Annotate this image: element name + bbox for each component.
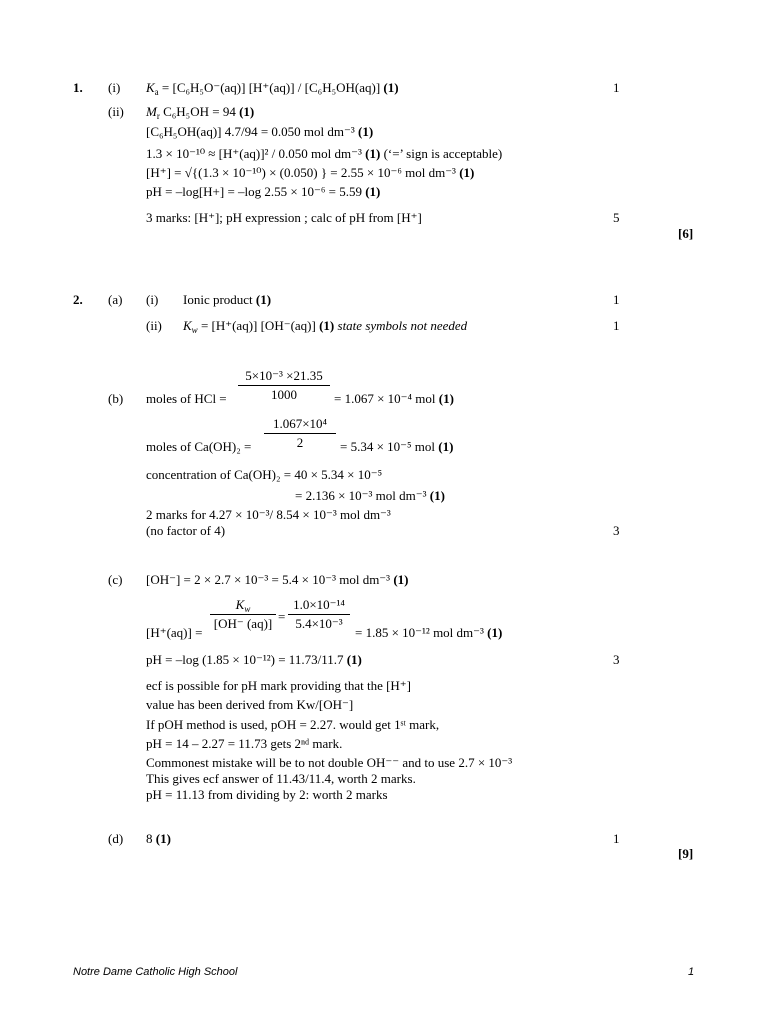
- q2-b-label: (b): [108, 391, 124, 406]
- kw-fraction: [210, 597, 276, 632]
- q1-ka-line: $K_a = [C_6H_5O^-(aq)]$ [H⁺(aq)] / [C₆H₅OH(aq)] (1): [146, 80, 399, 97]
- ai-text: Ionic product: [183, 292, 253, 307]
- fraction-numerator: $K_w$: [235, 597, 251, 614]
- q2-ai-line: [183, 292, 271, 308]
- fraction-denominator: [OH⁻ (aq)]: [213, 616, 273, 631]
- c8-line: Commonest mistake will be to not double OH⁻⁻ and to use 2.7 × 10⁻³: [146, 755, 513, 770]
- q2-ai-label: (i): [146, 292, 159, 307]
- q1-ph-line: [146, 184, 380, 200]
- hcl-fraction: [238, 368, 330, 403]
- mark: (1): [393, 572, 409, 587]
- q1-total: [6]: [678, 226, 694, 241]
- fraction-denominator: 5.4×10⁻³: [295, 616, 343, 631]
- c3-text: pH = –log (1.85 × 10⁻¹²) = 11.73/11.7: [146, 652, 344, 667]
- q2-c-marks: 3: [613, 652, 620, 667]
- c1-text: [OH⁻] = 2 × 2.7 × 10⁻³ = 5.4 × 10⁻³ mol dm⁻³: [146, 572, 391, 587]
- q1-mr-line: $M_r$ C₆H₅OH = 94 (1): [146, 104, 255, 121]
- c1-line: [146, 572, 409, 588]
- mark: (1): [429, 488, 445, 503]
- aii-note: state symbols not needed: [337, 318, 468, 333]
- q2-a-label: (a): [108, 292, 123, 307]
- b2-result-line: [340, 439, 453, 455]
- c3-line: [146, 652, 362, 668]
- conc-text: [C₆H₅OH(aq)] 4.7/94 = 0.050 mol dm⁻³: [146, 124, 355, 139]
- fraction-numerator: 1.067×10⁴: [272, 416, 328, 431]
- mr-text: C₆H₅OH = 94: [163, 104, 236, 119]
- d-line: [146, 831, 171, 847]
- b6-line: (no factor of 4): [146, 523, 226, 538]
- mark: (1): [346, 652, 362, 667]
- q2-aii-label: (ii): [146, 318, 162, 333]
- c10-line: pH = 11.13 from dividing by 2: worth 2 marks: [146, 787, 388, 802]
- q2-d-marks: 1: [613, 831, 620, 846]
- c4-line: ecf is possible for pH mark providing that the [H⁺]: [146, 678, 411, 693]
- b1-result-line: [334, 391, 454, 407]
- b2-prefix: moles of Ca(OH)₂ =: [146, 439, 252, 454]
- ka-expression: = [C₆H₅O⁻(aq)] [H⁺(aq)] / [C₆H₅OH(aq)]: [161, 80, 381, 95]
- c2-result-line: [355, 625, 502, 641]
- q2-b-marks: 3: [613, 523, 620, 538]
- b1-result: = 1.067 × 10⁻⁴ mol: [334, 391, 436, 406]
- mark: (1): [319, 318, 335, 333]
- caoh2-fraction: [264, 416, 336, 451]
- mark: (1): [487, 625, 503, 640]
- b3-line: concentration of Ca(OH)₂ = 40 × 5.34 × 10⁻⁵: [146, 467, 383, 482]
- mark: (1): [438, 439, 454, 454]
- fraction-numerator: 5×10⁻³ ×21.35: [245, 368, 323, 383]
- c2-result: = 1.85 × 10⁻¹² mol dm⁻³: [355, 625, 484, 640]
- q1-summary: 3 marks: [H⁺]; pH expression ; calc of pH from [H⁺]: [146, 210, 422, 225]
- q1-conc-line: [146, 124, 373, 140]
- kw-expression: = [H⁺(aq)] [OH⁻(aq)]: [200, 318, 316, 333]
- c5-line: value has been derived from Kw/[OH⁻]: [146, 697, 354, 712]
- mark: (1): [383, 80, 399, 95]
- q2-number: 2.: [73, 292, 83, 307]
- c2-equals: =: [278, 609, 286, 624]
- q2-ai-marks: 1: [613, 292, 620, 307]
- c6-line: If pOH method is used, pOH = 2.27. would get 1ˢᵗ mark,: [146, 717, 440, 732]
- b4-line: [295, 488, 445, 504]
- q2-c-label: (c): [108, 572, 123, 587]
- fraction-denominator: 1000: [271, 387, 297, 402]
- mark: (1): [255, 292, 272, 307]
- mark: (1): [365, 184, 381, 199]
- q2-total: [9]: [678, 846, 694, 861]
- fraction-numerator: 1.0×10⁻¹⁴: [293, 597, 345, 612]
- q2-aii-marks: 1: [613, 318, 620, 333]
- q2-d-label: (d): [108, 831, 124, 846]
- h2-note: (‘=’ sign is acceptable): [383, 146, 503, 161]
- q1-i-label: (i): [108, 80, 121, 95]
- q1-h2-line: [146, 146, 502, 162]
- b5-line: 2 marks for 4.27 × 10⁻³/ 8.54 × 10⁻³ mol dm⁻³: [146, 507, 391, 522]
- q1-h-line: [146, 165, 474, 181]
- c9-line: This gives ecf answer of 11.43/11.4, worth 2 marks.: [146, 771, 416, 786]
- mark: (1): [358, 124, 374, 139]
- ph-text: pH = –log[H+] = –log 2.55 × 10⁻⁶ = 5.59: [146, 184, 362, 199]
- mark: (1): [239, 104, 255, 119]
- fraction-denominator: 2: [296, 435, 304, 450]
- mark: (1): [365, 146, 381, 161]
- q1-i-marks: 1: [613, 80, 620, 95]
- mark: (1): [438, 391, 454, 406]
- footer-school: Notre Dame Catholic High School: [73, 966, 238, 978]
- c7-line: pH = 14 – 2.27 = 11.73 gets 2ⁿᵈ mark.: [146, 736, 343, 751]
- mark: (1): [459, 165, 475, 180]
- d-text: 8: [146, 831, 153, 846]
- b1-prefix: moles of HCl =: [146, 391, 227, 406]
- mark: (1): [155, 831, 171, 846]
- b4-text: = 2.136 × 10⁻³ mol dm⁻³: [295, 488, 427, 503]
- footer-page-number: 1: [688, 966, 695, 978]
- h2-text: 1.3 × 10⁻¹⁰ ≈ [H⁺(aq)]² / 0.050 mol dm⁻³: [146, 146, 362, 161]
- h-text: [H⁺] = √{(1.3 × 10⁻¹⁰) × (0.050) } = 2.55 × 10⁻⁶ mol dm⁻³: [146, 165, 456, 180]
- q1-ii-label: (ii): [108, 104, 124, 119]
- b2-result: = 5.34 × 10⁻⁵ mol: [340, 439, 436, 454]
- q2-aii-line: $K_w = [H^+(aq)]$ [OH⁻(aq)] (1) state symbols not needed: [183, 318, 468, 335]
- numeric-fraction: [288, 597, 350, 632]
- q1-number: 1.: [73, 80, 83, 95]
- c2-prefix: [H⁺(aq)] =: [146, 625, 203, 640]
- q1-ii-marks: 5: [613, 210, 620, 225]
